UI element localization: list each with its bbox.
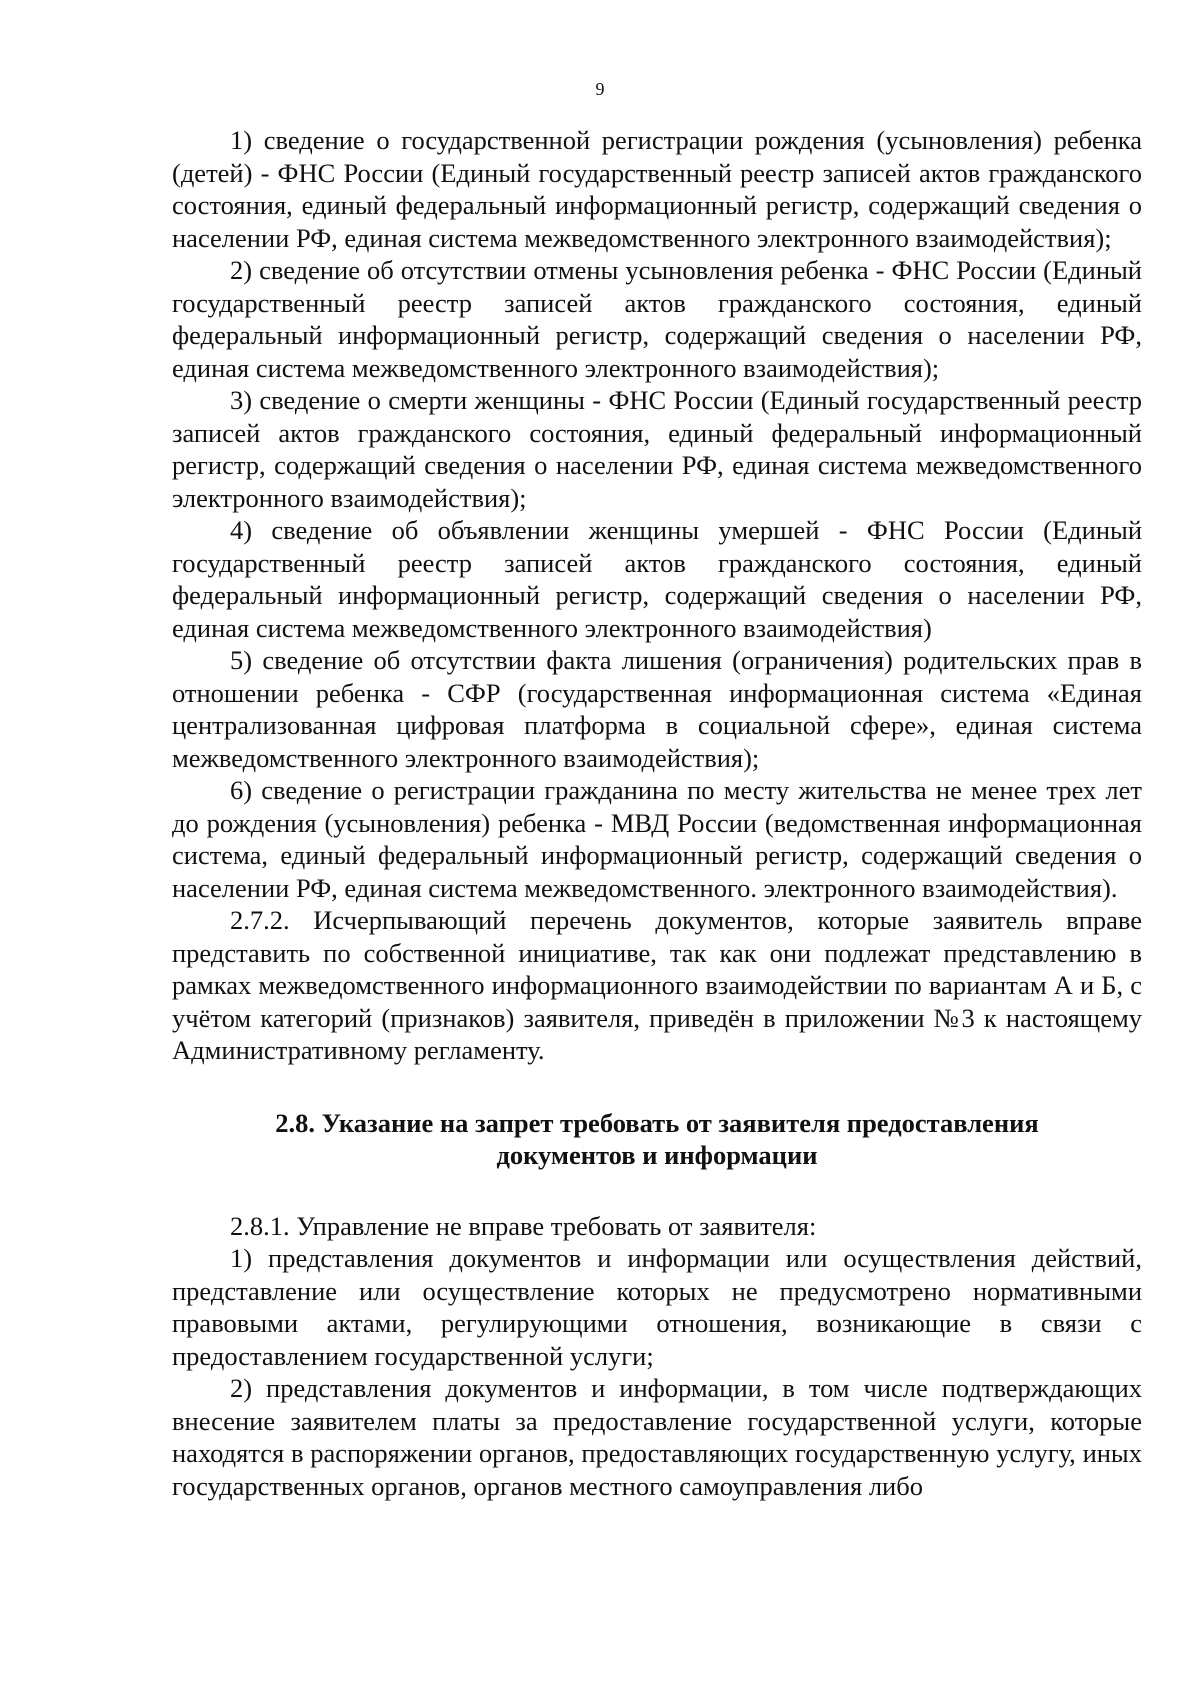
section-heading-line-1: 2.8. Указание на запрет требовать от заявителя предоставления: [275, 1107, 1039, 1138]
paragraph-item-6: 6) сведение о регистрации гражданина по месту жительства не менее трех лет до рождения (усыновления) ребенка - МВД России (ведомственная информационная система, единый федеральный информационный регистр, содержащий сведения о населении РФ, единая система межведомственного. электронного взаимодействия).: [172, 775, 1142, 903]
page-number: 9: [595, 79, 605, 99]
paragraph-2-8-1-item-2: 2) представления документов и информации, в том числе подтверждающих внесение заявителем платы за предоставление государственной услуги, которые находятся в распоряжении органов, предоставляющих государственную услугу, иных государственных органов, органов местного самоуправления либо: [172, 1373, 1142, 1501]
section-heading-2-8: [172, 1107, 1142, 1172]
document-body: [172, 124, 1142, 1502]
paragraph-2-8-1-item-1: 1) представления документов и информации или осуществления действий, представление или осуществление которых не предусмотрено нормативными правовыми актами, регулирующими отношения, возникающие в связи с предоставлением государственной услуги;: [172, 1243, 1142, 1371]
paragraph-2-7-2: 2.7.2. Исчерпывающий перечень документов, которые заявитель вправе представить по собственной инициативе, так как они подлежат представлению в рамках межведомственного информационного взаимодействии по вариантам А и Б, с учётом категорий (признаков) заявителя, приведён в приложении №3 к настоящему Административному регламенту.: [172, 905, 1142, 1065]
section-heading-line-2: документов и информации: [496, 1140, 818, 1170]
paragraph-item-4: 4) сведение об объявлении женщины умершей - ФНС России (Единый государственный реестр записей актов гражданского состояния, единый федеральный информационный регистр, содержащий сведения о населении РФ, единая система межведомственного электронного взаимодействия): [172, 515, 1142, 643]
paragraph-item-5: 5) сведение об отсутствии факта лишения (ограничения) родительских прав в отношении ребенка - СФР (государственная информационная система «Единая централизованная цифровая платформа в социальной сфере», единая система межведомственного электронного взаимодействия);: [172, 645, 1142, 773]
paragraph-item-3: 3) сведение о смерти женщины - ФНС России (Единый государственный реестр записей актов гражданского состояния, единый федеральный информационный регистр, содержащий сведения о населении РФ, единая система межведомственного электронного взаимодействия);: [172, 385, 1142, 513]
paragraph-2-8-1: 2.8.1. Управление не вправе требовать от заявителя:: [230, 1210, 817, 1241]
paragraph-item-1: 1) сведение о государственной регистрации рождения (усыновления) ребенка (детей) - ФНС России (Единый государственный реестр записей актов гражданского состояния, единый федеральный информационный регистр, содержащий сведения о населении РФ, единая система межведомственного электронного взаимодействия);: [172, 125, 1142, 253]
paragraph-item-2: 2) сведение об отсутствии отмены усыновления ребенка - ФНС России (Единый государственный реестр записей актов гражданского состояния, единый федеральный информационный регистр, содержащий сведения о населении РФ, единая система межведомственного электронного взаимодействия);: [172, 255, 1142, 383]
